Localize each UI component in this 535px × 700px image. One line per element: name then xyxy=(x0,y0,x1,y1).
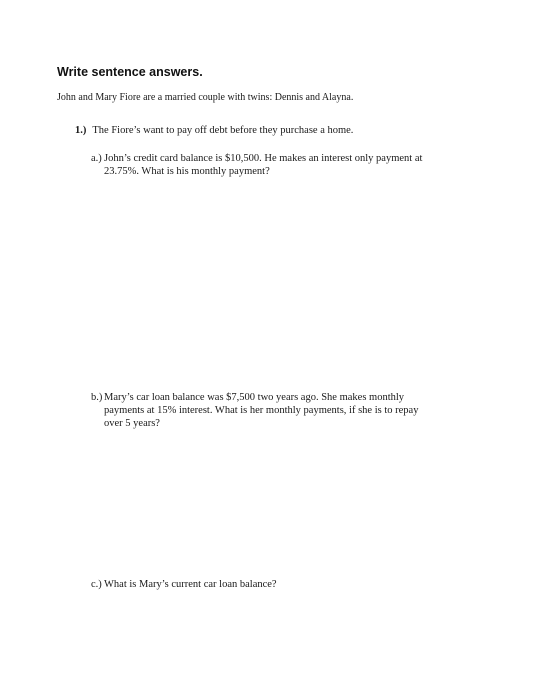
subquestion-a-marker: a.) xyxy=(91,153,102,164)
intro-text: John and Mary Fiore are a married couple with twins: Dennis and Alayna. xyxy=(57,92,354,103)
subquestion-c-line-1: What is Mary’s current car loan balance? xyxy=(104,579,277,590)
question-1 xyxy=(75,125,353,136)
question-1-number: 1.) xyxy=(75,125,87,136)
subquestion-c xyxy=(91,578,471,591)
subquestion-a xyxy=(91,152,471,178)
subquestion-c-marker: c.) xyxy=(91,579,102,590)
question-1-text: The Fiore’s want to pay off debt before they purchase a home. xyxy=(92,125,354,136)
subquestion-b-line-3: over 5 years? xyxy=(104,418,160,429)
subquestion-a-line-1: John’s credit card balance is $10,500. He makes an interest only payment at xyxy=(104,153,423,164)
subquestion-a-line-2: 23.75%. What is his monthly payment? xyxy=(104,166,270,177)
subquestion-b-line-1: Mary’s car loan balance was $7,500 two years ago. She makes monthly xyxy=(104,392,405,403)
subquestion-b xyxy=(91,391,471,430)
page-heading: Write sentence answers. xyxy=(57,65,203,79)
subquestion-b-marker: b.) xyxy=(91,392,103,403)
subquestion-b-line-2: payments at 15% interest. What is her monthly payments, if she is to repay xyxy=(104,405,419,416)
